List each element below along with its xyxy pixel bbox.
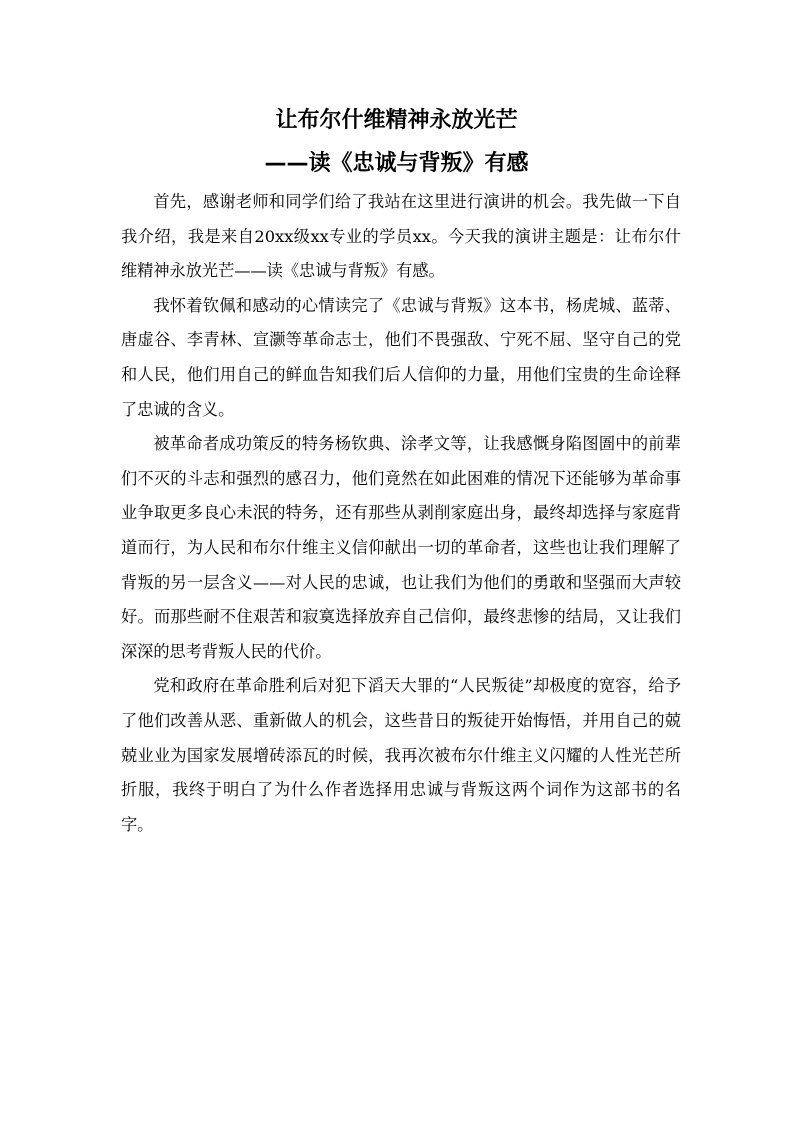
document-body	[121, 185, 681, 842]
paragraph-1: 首先，感谢老师和同学们给了我站在这里进行演讲的机会。我先做一下自我介绍，我是来自20xx级xx专业的学员xx。今天我的演讲主题是：让布尔什维精神永放光芒——读《忠诚与背叛》有感。	[121, 192, 681, 281]
paragraph-2: 我怀着钦佩和感动的心情读完了《忠诚与背叛》这本书，杨虎城、蓝蒂、唐虚谷、李青林、宣灏等革命志士，他们不畏强敌、宁死不屈、坚守自己的党和人民，他们用自己的鲜血告知我们后人信仰的力量，用他们宝贵的生命诠释了忠诚的含义。	[121, 295, 681, 419]
paragraph-4: 党和政府在革命胜利后对犯下滔天大罪的“人民叛徒”却极度的宽容，给予了他们改善从恶、重新做人的机会，这些昔日的叛徒开始悔悟，并用自己的兢兢业业为国家发展增砖添瓦的时候，我再次被布尔什维主义闪耀的人性光芒所折服，我终于明白了为什么作者选择用忠诚与背叛这两个词作为这部书的名字。	[121, 676, 681, 834]
paragraph-3: 被革命者成功策反的特务杨钦典、涂孝文等，让我感慨身陷图圄中的前辈们不灭的斗志和强烈的感召力，他们竟然在如此困难的情况下还能够为革命事业争取更多良心未泯的特务，还有那些从剥削家庭出身，最终却选择与家庭背道而行，为人民和布尔什维主义信仰献出一切的革命者，这些也让我们理解了背叛的另一层含义——对人民的忠诚，也让我们为他们的勇敢和坚强而大声较好。而那些耐不住艰苦和寂寞选择放弃自己信仰，最终悲惨的结局，又让我们深深的思考背叛人民的代价。	[121, 434, 681, 661]
page-subtitle: ——读《忠诚与背叛》有感	[264, 151, 529, 176]
page-title: 让布尔什维精神永放光芒	[275, 108, 518, 133]
